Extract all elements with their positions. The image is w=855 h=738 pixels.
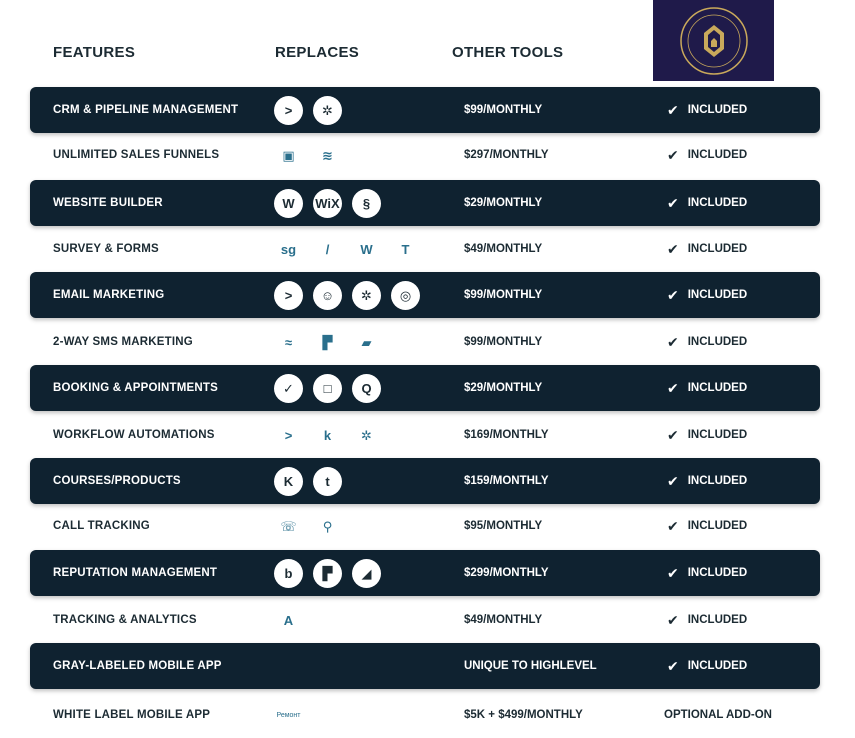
status-cell [667,458,747,504]
wix-icon: WiX [313,189,342,218]
sms-layers-icon: ≈ [284,334,293,350]
price-value: $49/MONTHLY [464,614,543,626]
calendar-icon: □ [313,374,342,403]
replaced-tools [274,319,381,365]
table-row [30,597,820,643]
podium-icon: ▛ [322,334,333,350]
check-icon: ✔ [667,241,679,257]
feature-name: SURVEY & FORMS [53,243,159,255]
status-label: INCLUDED [687,614,748,626]
replaces-heading: REPLACES [275,44,360,61]
table-row [30,180,820,226]
price-value: $99/MONTHLY [464,336,543,348]
price-value: $297/MONTHLY [464,149,549,161]
status-label: INCLUDED [687,149,748,161]
price-value: $169/MONTHLY [464,429,549,441]
table-row [30,226,820,272]
hubspot-icon: ✲ [361,427,372,443]
status-label: INCLUDED [687,520,748,532]
location-pin-icon: ⚲ [322,518,333,534]
replaced-tools [274,226,420,272]
surveygizmo-icon: sg [280,241,297,257]
replaced-tools [274,503,342,549]
feature-name: GRAY-LABELED MOBILE APP [53,660,222,672]
price-value: $299/MONTHLY [464,567,549,579]
status-label: INCLUDED [687,429,748,441]
activecampaign-icon: > [274,281,303,310]
hubspot-icon: ✲ [313,96,342,125]
price-value: $29/MONTHLY [464,197,543,209]
table-row [30,365,820,411]
formstack-icon: / [325,241,330,257]
replaced-tools [274,412,381,458]
replaced-tools [274,132,342,178]
status-label: INCLUDED [687,475,748,487]
status-label: INCLUDED [687,382,748,394]
check-icon: ✔ [667,102,679,118]
price-value: $95/MONTHLY [464,520,543,532]
check-icon: ✔ [667,658,679,674]
table-row [30,458,820,504]
replaced-tools [274,458,342,504]
status-label: INCLUDED [687,243,748,255]
feature-name: 2-WAY SMS MARKETING [53,336,193,348]
status-cell [667,597,747,643]
status-cell [667,272,747,318]
status-label: INCLUDED [687,567,748,579]
mailchimp-icon: ☺ [313,281,342,310]
replaced-tools [274,550,381,596]
feature-name: WORKFLOW AUTOMATIONS [53,429,215,441]
status-cell [667,132,747,178]
textline-icon: ▰ [361,334,372,350]
app-logo-icon: Ремонт [276,711,301,719]
podium-icon: ▛ [313,559,342,588]
kajabi-icon: K [274,467,303,496]
status-label: OPTIONAL ADD-ON [664,709,772,721]
callrail-icon: ☏ [280,518,297,534]
constant-contact-icon: ◎ [391,281,420,310]
table-row [30,412,820,458]
table-row [30,550,820,596]
table-row [30,132,820,178]
feature-name: BOOKING & APPOINTMENTS [53,382,218,394]
check-icon: ✔ [667,147,679,163]
reputation-icon: ◢ [352,559,381,588]
status-cell [667,87,747,133]
status-label: INCLUDED [687,660,748,672]
feature-name: EMAIL MARKETING [53,289,165,301]
check-icon: ✔ [667,195,679,211]
status-cell [667,180,747,226]
table-row [30,643,820,689]
keap-icon: k [323,427,332,443]
status-cell [667,319,747,365]
status-label: INCLUDED [687,336,748,348]
activecampaign-icon: > [284,427,293,443]
price-value: $29/MONTHLY [464,382,543,394]
status-cell [664,692,772,738]
squarespace-icon: § [352,189,381,218]
table-row [30,272,820,318]
replaced-tools [274,692,303,738]
typeform-icon: T [401,241,410,257]
feature-name: WEBSITE BUILDER [53,197,163,209]
replaced-tools [274,597,303,643]
status-cell [667,503,747,549]
check-icon: ✔ [667,565,679,581]
price-value: $99/MONTHLY [464,289,543,301]
hubspot-icon: ✲ [352,281,381,310]
status-cell [667,412,747,458]
birdeye-icon: b [274,559,303,588]
status-label: INCLUDED [687,289,748,301]
status-label: INCLUDED [687,104,748,116]
features-heading: FEATURES [53,44,136,61]
status-cell [667,550,747,596]
replaced-tools [274,365,381,411]
replaced-tools [274,272,420,318]
wufoo-icon: W [360,241,373,257]
check-icon: ✔ [667,287,679,303]
replaced-tools [274,180,381,226]
feature-name: WHITE LABEL MOBILE APP [53,709,211,721]
check-icon: ✔ [667,380,679,396]
feature-name: TRACKING & ANALYTICS [53,614,197,626]
check-icon: ✔ [667,334,679,350]
layers-icon: ≋ [322,147,333,163]
check-icon: ✔ [667,427,679,443]
check-icon: ✔ [667,518,679,534]
table-row [30,319,820,365]
price-value: $5K + $499/MONTHLY [464,709,583,721]
table-row [30,692,820,738]
activecampaign-icon: > [274,96,303,125]
table-row [30,503,820,549]
feature-name: CALL TRACKING [53,520,150,532]
calendly-icon: Q [352,374,381,403]
check-icon: ✔ [667,612,679,628]
price-value: $99/MONTHLY [464,104,543,116]
acuity-icon: ✓ [274,374,303,403]
analytics-icon: A [283,612,294,628]
replaced-tools [274,87,342,133]
other-tools-heading: OTHER TOOLS [452,44,564,61]
status-label: INCLUDED [687,197,748,209]
status-cell [667,365,747,411]
price-value: UNIQUE TO HIGHLEVEL [464,660,597,672]
feature-name: CRM & PIPELINE MANAGEMENT [53,104,239,116]
teachable-icon: t [313,467,342,496]
feature-name: UNLIMITED SALES FUNNELS [53,149,220,161]
feature-name: COURSES/PRODUCTS [53,475,181,487]
price-value: $159/MONTHLY [464,475,549,487]
table-row [30,87,820,133]
clickfunnels-icon: ▣ [282,147,295,163]
status-cell [667,643,747,689]
feature-name: REPUTATION MANAGEMENT [53,567,218,579]
price-value: $49/MONTHLY [464,243,543,255]
wordpress-icon: W [274,189,303,218]
check-icon: ✔ [667,473,679,489]
status-cell [667,226,747,272]
